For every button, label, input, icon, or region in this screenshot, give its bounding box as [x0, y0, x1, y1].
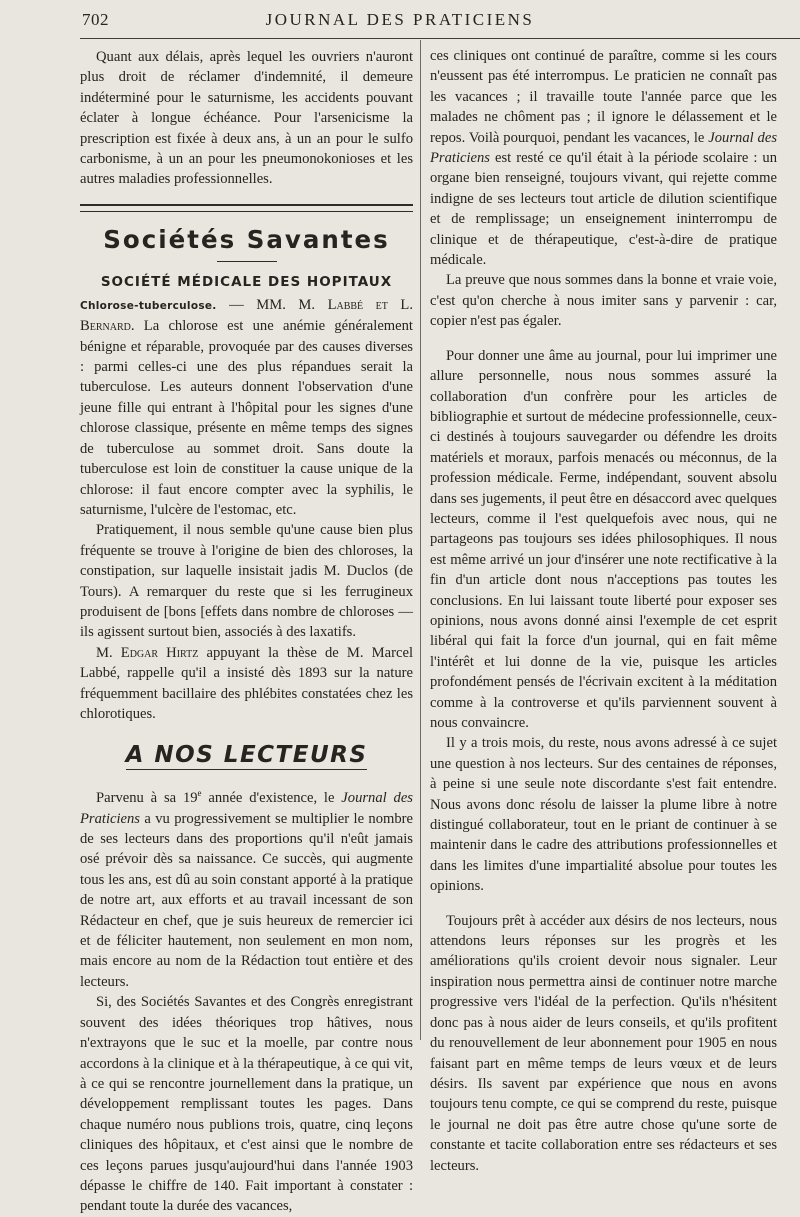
ame-paragraph: Pour donner une âme au journal, pour lui imprimer une allure personnelle, nous nous sommes assuré la collaboration d'un confrère pour les articles de bibliographie et surtout de médecine professionnelle, ceux-ci destinés à toujours sauvegarder ou défendre les droits matériels et moraux, parfois menacés ou méconnus, de la profession médicale. Ferme, indépendant, souvent absolu dans ses jugements, il peut être en désaccord avec quelques lecteurs, comme il l'est quelquefois avec nous, qui ne partageons pas toujours ses idées philosophiques. Il nous est même arrivé un jour d'insérer une note rectificative à la fin d'un article dont nous n'acceptions pas toutes les conclusions. En lui laissant toute liberté pour exposer ses opinions, nous avons donné ainsi l'exemple de cet esprit libéral qui fait la force d'un journal, qui en fait même l'intérêt et lui donne de la vie, puisque les articles profondément pensés de l'écrivain excitent à la méditation comme à la controverse et qu'ils parviennent souvent à nous convaincre. [430, 347, 777, 731]
title-underline [217, 261, 277, 262]
continued-paragraph [430, 46, 777, 270]
right-column [430, 46, 777, 1176]
society-title: SOCIÉTÉ MÉDICALE DES HOPITAUX [100, 273, 393, 290]
section-rule [80, 204, 413, 212]
chlorose-lead: Chlorose-tuberculose. [80, 299, 217, 312]
parvenu-paragraph [80, 783, 413, 992]
preuve-paragraph: La preuve que nous sommes dans la bonne et vraie voie, c'est qu'on cherche à nous imiter sans y parvenir : car, copier n'est pas égaler. [430, 272, 777, 330]
page-number: 702 [82, 10, 109, 29]
parvenu-text-a: Parvenu à sa 19 [96, 790, 198, 807]
lecteurs-title [80, 740, 413, 770]
hirtz-paragraph [80, 643, 413, 725]
parvenu-journal: Journal des Praticiens [80, 790, 413, 827]
column-divider [420, 40, 421, 1040]
intro-paragraph: Quant aux délais, après lequel les ouvriers n'auront plus droit de réclamer d'indemnité, il demeure indéterminé pour le saturnisme, les accidents pouvant éclater à longue échéance. Pour l'arsenicisme la prescription est fixée à deux ans, à un an pour le sulfo carbonisme, à un an pour les pneumonokonioses et les autres maladies professionnelles. [80, 49, 413, 188]
continued-journal: Journal des Praticiens [430, 129, 777, 167]
hirtz-body: appuyant la thèse de M. Marcel Labbé, rappelle qu'il a insisté dès 1893 sur la nature fréquemment bacillaire des phlébites constatées chez les chlorotiques. [80, 644, 414, 722]
parvenu-sup: e [197, 788, 202, 799]
page-header [0, 0, 800, 40]
parvenu-text-b: année d'existence, le [201, 790, 342, 807]
left-column [80, 47, 413, 1217]
lecteurs-title-text: A NOS LECTEURS [125, 742, 368, 769]
chlorose-paragraph [80, 295, 413, 520]
header-rule [80, 38, 800, 39]
continued-text-b: est resté ce qu'il était à la période scolaire : un organe bien renseigné, toujours vivant, qui rejette comme indigne de ses lecteurs tout article de dilution scientifique et de remplissage; un enseignement ininterrompu de clinique et de thérapeutique, c'est-à-dire de pratique médicale. [430, 150, 777, 269]
continued-text-a: ces cliniques ont continué de paraître, comme si les cours n'eussent pas été interrompus. Le praticien ne connaît pas les vacances ; il travaille toute l'année parce que les malades ne chôment pas ; il ignore le délassement et le repos. Voilà pourquoi, pendant les vacances, le [430, 48, 777, 146]
toujours-paragraph: Toujours prêt à accéder aux désirs de nos lecteurs, nous attendons leurs réponses sur les progrès et les améliorations qu'ils croient devoir nous signaler. Leur inspiration nous permettra ainsi de continuer notre marche progressive vers l'idéal de la perfection. Qu'ils n'hésitent donc pas à nous aider de leurs conseils, et qu'ils profitent du renouvellement de leur abonnement pour 1905 en nous faisant part en même temps de leurs vœux et de leurs désirs. Ils savent par expérience que nous en avons toujours tenu compte, ce qui se comprend du reste, puisque le journal ne doit pas être autre chose qu'une sorte de constante et tacite collaboration entre ses rédacteurs et ses lecteurs. [430, 912, 777, 1174]
parvenu-text-c: a vu progressivement se multiplier le nombre de ses lecteurs dans des proportions qu'il n'eût jamais osé prévoir dès sa naissance. Ce succès, qui augmente tous les ans, est dû au soin constant apporté à la pratique de notre art, aux efforts et au travail incessant de son Rédacteur en chef, que je suis heureux de remercier ici et de féliciter hautement, non seulement en mon nom, mais encore au nom de la Rédaction tout entière et des lecteurs. [80, 810, 413, 990]
hirtz-author: M. Edgar Hirtz [96, 644, 199, 661]
si-paragraph: Si, des Sociétés Savantes et des Congrès enregistrant souvent des idées théoriques trop hâtives, nous n'extrayons que le suc et la moelle, par contre nous accordons à la clinique et à la thérapeutique, à ce qui vit, à ce qui se rencontre journellement dans la pratique, un développement remplissant toutes les pages. Dans chaque numéro nous publions trois, quatre, cinq leçons cliniques des hôpitaux, et c'est ainsi que le nombre de ces leçons parues jusqu'aujourd'hui dans l'année 1903 dépasse le chiffre de 140. Fait important à constater : pendant toute la durée des vacances, [80, 994, 413, 1215]
journal-title: JOURNAL DES PRATICIENS [265, 10, 535, 29]
pratiquement-paragraph: Pratiquement, il nous semble qu'une cause bien plus fréquente se trouve à l'origine de bien des chloroses, la constipation, sur laquelle insistait jadis M. Duclos (de Tours). A remarquer du reste que si les ferrugineux produisent de [bons [effets dans nombre de chloroses — ils agissent surtout bien, associés à des laxatifs. [80, 522, 413, 641]
chlorose-body: La chlorose est une anémie généralement bénigne et réparable, provoquée par des causes diverses : parmi celles-ci une des plus répandues serait la tuberculose. Les auteurs donnent l'observation d'une jeune fille qui entrant à l'hôpital pour les signes d'une chlorose classique, présente en même temps des signes de tuberculose au sommet droit. Sans doute la tuberculose est loin de constituer la cause unique de la chlorose: il faut encore compter avec la syphilis, le saturnisme, l'ulcère de l'estomac, etc. [80, 318, 413, 518]
trois-mois-paragraph: Il y a trois mois, du reste, nous avons adressé à ce sujet une question à nos lecteurs. Sur des centaines de réponses, à peine si une seule note discordante s'est fait entendre. Nous avons donc résolu de laisser la plume libre à notre distingué collaborateur, tout en le priant de continuer à se maintenir dans le cadre des attributions professionnelles et dans les limites d'une impartialité absolue pour toutes les opinions. [430, 735, 777, 895]
section-title: Sociétés Savantes [103, 224, 390, 254]
chlorose-authors: — MM. M. Labbé et L. Bernard. [80, 296, 413, 335]
